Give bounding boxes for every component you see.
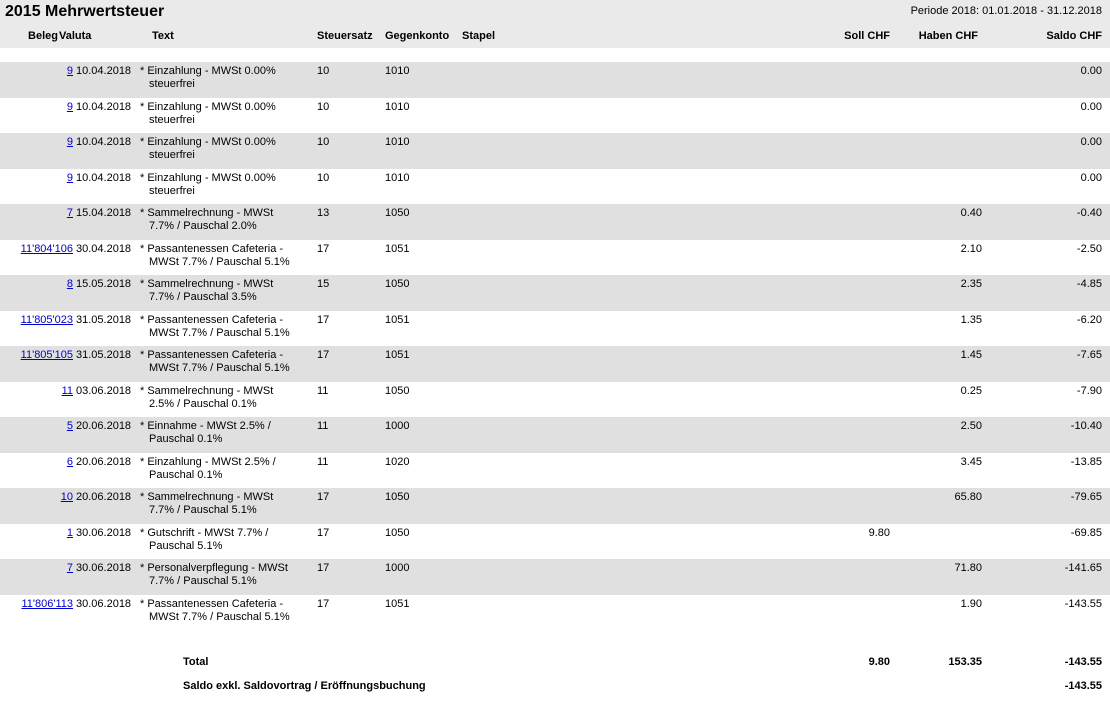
beleg-cell [0,491,73,504]
haben-value: 3.45 [960,455,982,468]
valuta-date: 20.06.2018 [76,491,132,503]
table-row [0,311,1110,347]
total-haben-value: 153.35 [948,656,982,668]
gegenkonto-value: 1000 [385,420,410,432]
haben-value: 2.50 [960,420,982,432]
totals-section [0,656,1110,693]
steuersatz-value: 15 [317,278,330,290]
booking-text: * Sammelrechnung - MWSt 2.5% / Pauschal 0.1% [140,384,274,410]
booking-text-cell [140,207,313,233]
gegenkonto-value: 1050 [385,278,410,290]
booking-text: * Passantenessen Cafeteria - MWSt 7.7% / Pauschal 5.1% [140,597,290,623]
table-row [0,62,1110,98]
saldo-value: -4.85 [1076,278,1102,290]
valuta-date: 31.05.2018 [76,349,132,361]
table-row [0,559,1110,595]
saldo-value: 0.00 [1080,171,1102,184]
saldo-value: -0.40 [1076,207,1102,219]
beleg-link[interactable]: 1 [66,526,73,539]
booking-text: * Einzahlung - MWSt 2.5% / Pauschal 0.1% [140,455,276,481]
booking-text-cell [140,349,313,375]
saldo-value: 0.00 [1080,100,1102,113]
saldo-value: -6.20 [1076,313,1102,326]
valuta-date: 30.06.2018 [76,597,132,610]
beleg-link[interactable]: 9 [66,65,73,77]
booking-text: * Passantenessen Cafeteria - MWSt 7.7% / Pauschal 5.1% [140,349,290,374]
beleg-link[interactable]: 11'805'105 [20,349,73,361]
beleg-link[interactable]: 8 [66,278,73,290]
booking-text: * Einnahme - MWSt 2.5% / Pauschal 0.1% [140,420,271,445]
booking-text-cell [140,101,313,127]
haben-value: 2.35 [960,278,982,290]
saldo-value: -143.55 [1064,597,1102,610]
valuta-date: 03.06.2018 [76,384,132,397]
valuta-date: 30.04.2018 [76,242,132,255]
saldo-value: -2.50 [1076,242,1102,255]
booking-text-cell [140,65,313,91]
table-row [0,524,1110,560]
gegenkonto-value: 1020 [385,455,410,468]
haben-value: 71.80 [954,562,982,574]
haben-value: 0.40 [960,207,982,219]
beleg-link[interactable]: 6 [66,455,73,468]
haben-value: 65.80 [954,491,982,503]
gegenkonto-value: 1010 [385,171,410,184]
saldo-value: -79.65 [1070,491,1102,503]
booking-text: * Gutschrift - MWSt 7.7% / Pauschal 5.1% [140,526,269,552]
gegenkonto-value: 1050 [385,384,410,397]
table-row [0,382,1110,418]
steuersatz-value: 17 [317,349,330,361]
soll-value: 9.80 [868,526,890,539]
booking-text: * Einzahlung - MWSt 0.00% steuerfrei [140,136,276,161]
beleg-cell [0,243,73,256]
table-row [0,595,1110,631]
beleg-link[interactable]: 7 [66,562,73,574]
valuta-date: 10.04.2018 [76,65,132,77]
booking-text-cell [140,491,313,517]
table-row [0,346,1110,382]
steuersatz-value: 17 [317,562,330,574]
total-soll-value: 9.80 [868,656,890,668]
beleg-cell [0,172,73,185]
table-row [0,98,1110,134]
col-header-beleg: Beleg [28,30,58,42]
table-row [0,453,1110,489]
saldo-value: -69.85 [1070,526,1102,539]
valuta-date: 10.04.2018 [76,100,132,113]
beleg-cell [0,65,73,78]
gegenkonto-value: 1050 [385,207,410,219]
beleg-cell [0,385,73,398]
steuersatz-value: 17 [317,313,330,326]
beleg-cell [0,598,73,611]
saldo-value: 0.00 [1080,136,1102,148]
gegenkonto-value: 1000 [385,562,410,574]
valuta-date: 15.05.2018 [76,278,132,290]
col-header-soll-chf: Soll CHF [844,30,890,42]
gegenkonto-value: 1010 [385,65,410,77]
steuersatz-value: 13 [317,207,330,219]
saldo-excl-value: -143.55 [1064,680,1102,692]
beleg-cell [0,278,73,291]
table-row [0,169,1110,205]
steuersatz-value: 17 [317,597,330,610]
steuersatz-value: 17 [317,526,330,539]
valuta-date: 20.06.2018 [76,455,132,468]
booking-text-cell [140,314,313,340]
booking-text: * Einzahlung - MWSt 0.00% steuerfrei [140,100,276,126]
beleg-cell [0,349,73,362]
booking-text-cell [140,527,313,553]
booking-text: * Passantenessen Cafeteria - MWSt 7.7% / Pauschal 5.1% [140,313,290,339]
booking-text-cell [140,456,313,482]
steuersatz-value: 11 [317,384,329,397]
col-header-text: Text [152,30,174,42]
valuta-date: 10.04.2018 [76,136,132,148]
haben-value: 0.25 [960,384,982,397]
valuta-date: 30.06.2018 [76,562,132,574]
saldo-excl-label: Saldo exkl. Saldovortrag / Eröffnungsbuchung [183,680,426,692]
steuersatz-value: 10 [317,65,330,77]
booking-text: * Einzahlung - MWSt 0.00% steuerfrei [140,171,276,197]
valuta-date: 15.04.2018 [76,207,132,219]
beleg-cell [0,136,73,149]
gegenkonto-value: 1050 [385,491,410,503]
gegenkonto-value: 1051 [385,313,410,326]
steuersatz-value: 17 [317,491,330,503]
gegenkonto-value: 1050 [385,526,410,539]
col-header-valuta: Valuta [59,30,92,42]
booking-text: * Passantenessen Cafeteria - MWSt 7.7% / Pauschal 5.1% [140,242,290,268]
beleg-link[interactable]: 11'805'023 [20,313,73,326]
beleg-cell [0,527,73,540]
gegenkonto-value: 1051 [385,349,410,361]
table-column-headers [0,30,1110,43]
col-header-steuersatz: Steuersatz [317,30,373,42]
table-row [0,417,1110,453]
total-saldo-value: -143.55 [1064,656,1102,668]
booking-text: * Einzahlung - MWSt 0.00% steuerfrei [140,65,276,90]
valuta-date: 31.05.2018 [76,313,132,326]
saldo-value: -141.65 [1064,562,1102,574]
haben-value: 1.90 [960,597,982,610]
beleg-link[interactable]: 7 [66,207,73,219]
page-title: 2015 Mehrwertsteuer [5,3,165,20]
valuta-date: 30.06.2018 [76,526,132,539]
steuersatz-value: 11 [317,420,329,432]
beleg-link[interactable]: 11 [61,384,73,397]
beleg-cell [0,562,73,575]
beleg-cell [0,420,73,433]
beleg-cell [0,207,73,220]
gegenkonto-value: 1010 [385,100,410,113]
table-row [0,240,1110,276]
booking-text: * Sammelrechnung - MWSt 7.7% / Pauschal 5.1% [140,491,274,516]
beleg-cell [0,456,73,469]
table-row [0,275,1110,311]
beleg-cell [0,101,73,114]
booking-text-cell [140,385,313,411]
report-header [0,0,1110,48]
saldo-excl-row [0,680,1110,693]
haben-value: 1.45 [960,349,982,361]
beleg-link[interactable]: 9 [66,171,73,184]
col-header-haben-chf: Haben CHF [918,30,978,42]
beleg-cell [0,314,73,327]
booking-text: * Sammelrechnung - MWSt 7.7% / Pauschal 3.5% [140,278,274,303]
total-label: Total [183,656,209,668]
booking-text-cell [140,243,313,269]
booking-text-cell [140,420,313,446]
beleg-link[interactable]: 9 [66,136,73,148]
booking-text-cell [140,598,313,624]
steuersatz-value: 17 [317,242,330,255]
table-body [0,62,1110,630]
booking-text-cell [140,278,313,304]
booking-text-cell [140,136,313,162]
col-header-stapel: Stapel [462,30,496,42]
saldo-value: -7.65 [1076,349,1102,361]
haben-value: 1.35 [960,313,982,326]
booking-text: * Personalverpflegung - MWSt 7.7% / Pauschal 5.1% [140,562,288,587]
steuersatz-value: 10 [317,171,330,184]
col-header-saldo-chf: Saldo CHF [1046,30,1102,42]
saldo-value: -10.40 [1070,420,1102,432]
table-row [0,488,1110,524]
gegenkonto-value: 1010 [385,136,410,148]
saldo-value: -13.85 [1070,455,1102,468]
beleg-link[interactable]: 10 [60,491,73,503]
steuersatz-value: 10 [317,100,330,113]
saldo-value: -7.90 [1076,384,1102,397]
valuta-date: 20.06.2018 [76,420,132,432]
table-row [0,133,1110,169]
period-label: Periode 2018: 01.01.2018 - 31.12.2018 [910,5,1102,17]
beleg-link[interactable]: 11'806'113 [21,597,73,610]
steuersatz-value: 10 [317,136,330,148]
saldo-value: 0.00 [1080,65,1102,77]
steuersatz-value: 11 [317,455,329,468]
valuta-date: 10.04.2018 [76,171,132,184]
beleg-link[interactable]: 5 [66,420,73,432]
booking-text-cell [140,562,313,588]
total-row [0,656,1110,669]
col-header-gegenkonto: Gegenkonto [385,30,450,42]
beleg-link[interactable]: 9 [66,100,73,113]
haben-value: 2.10 [960,242,982,255]
booking-text-cell [140,172,313,198]
gegenkonto-value: 1051 [385,242,410,255]
table-row [0,204,1110,240]
gegenkonto-value: 1051 [385,597,410,610]
booking-text: * Sammelrechnung - MWSt 7.7% / Pauschal 2.0% [140,207,274,232]
beleg-link[interactable]: 11'804'106 [20,242,73,255]
